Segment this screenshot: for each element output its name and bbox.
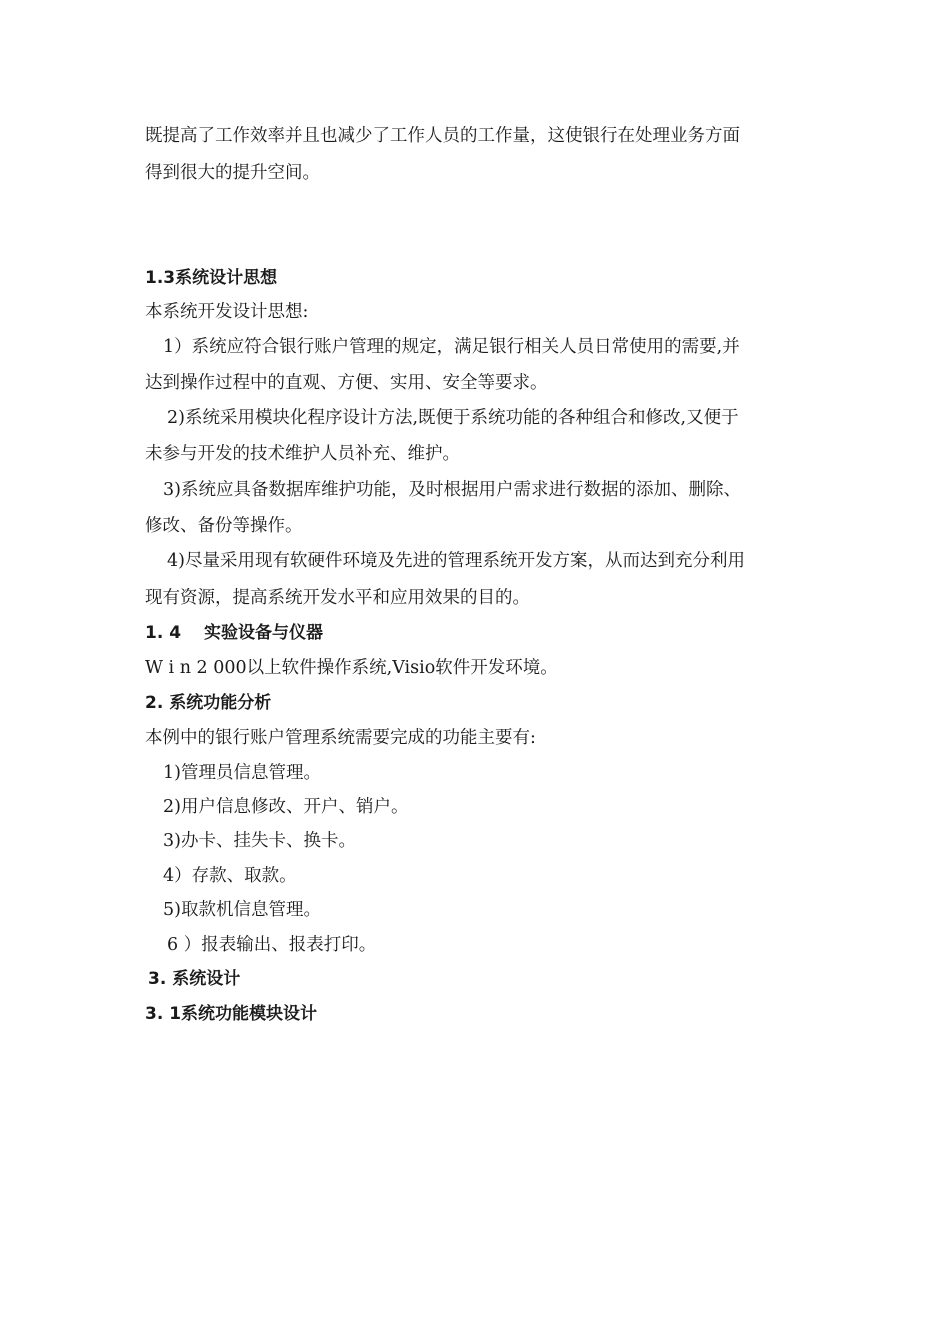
intro-line-2: 得到很大的提升空间。 [145,163,320,183]
function-item-2: 2)用户信息修改、开户、销户。 [163,797,409,817]
intro-line-1: 既提高了工作效率并且也减少了工作人员的工作量，这使银行在处理业务方面 [145,126,740,146]
function-item-5: 5)取款机信息管理。 [163,900,321,920]
design-item-4-line-1: 4)尽量采用现有软硬件环境及先进的管理系统开发方案，从而达到充分利用 [167,551,745,571]
design-item-3-line-2: 修改、备份等操作。 [145,516,303,536]
design-item-2-line-1: 2)系统采用模块化程序设计方法,既便于系统功能的各种组合和修改,又便于 [167,408,739,428]
design-item-3-line-1: 3)系统应具备数据库维护功能，及时根据用户需求进行数据的添加、删除、 [163,480,741,500]
section-heading-1-3: 1.3系统设计思想 [145,268,278,288]
design-item-1-line-1: 1）系统应符合银行账户管理的规定，满足银行相关人员日常使用的需要,并 [163,337,740,357]
section-heading-2: 2. 系统功能分析 [145,693,272,713]
function-item-4: 4）存款、取款。 [163,866,297,886]
section-heading-3: 3. 系统设计 [148,969,241,989]
function-item-1: 1)管理员信息管理。 [163,763,321,783]
section-2-lead: 本例中的银行账户管理系统需要完成的功能主要有: [145,728,536,748]
function-item-3: 3)办卡、挂失卡、换卡。 [163,831,356,851]
design-item-1-line-2: 达到操作过程中的直观、方便、实用、安全等要求。 [145,373,548,393]
section-1-3-lead: 本系统开发设计思想: [145,302,309,322]
section-heading-3-1: 3. 1系统功能模块设计 [145,1004,318,1024]
equipment-text: W i n 2 000以上软件操作系统,Visio软件开发环境。 [145,658,558,678]
section-heading-1-4: 1. 4 实验设备与仪器 [145,623,323,643]
function-item-6: 6 ）报表输出、报表打印。 [167,935,377,955]
design-item-2-line-2: 未参与开发的技术维护人员补充、维护。 [145,444,460,464]
design-item-4-line-2: 现有资源，提高系统开发水平和应用效果的目的。 [145,588,530,608]
